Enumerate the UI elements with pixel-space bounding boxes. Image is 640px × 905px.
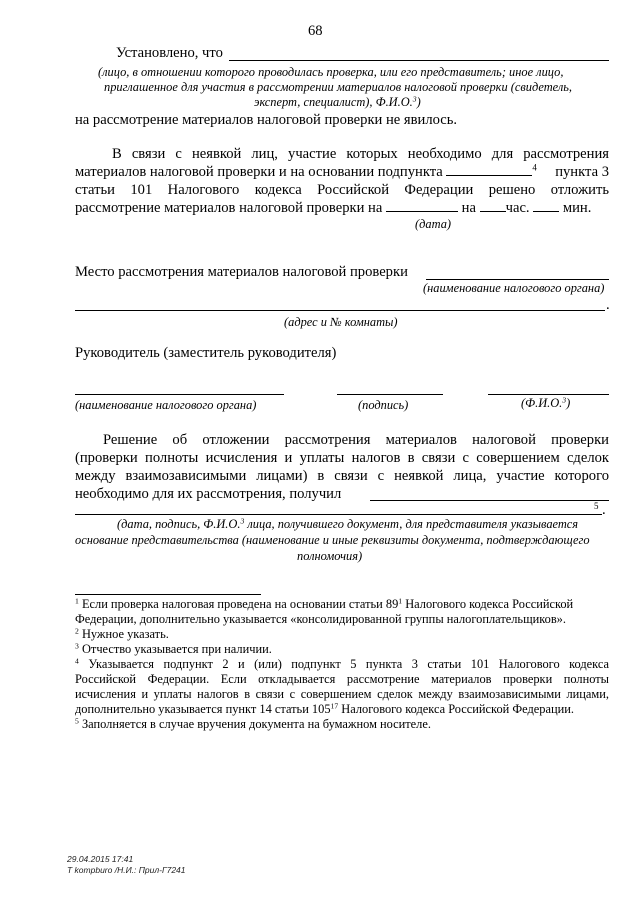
footnote-4-line1: Указывается подпункт 2 и (или) подпункт 5 пункта 3 статьи 101 Налогового кодекса — [88, 657, 609, 671]
place-address-blank — [75, 310, 605, 311]
print-stamp-info: Т kompburo /Н.И.: Прил-Г7241 — [67, 865, 186, 875]
decision-end-dot: . — [602, 502, 606, 518]
postpone-line4-text: рассмотрение материалов налоговой проверки на — [75, 200, 383, 216]
decision-line2: (проверки полноты исчисления и уплаты налогов в связи с совершением сделок — [75, 450, 609, 466]
decision-note-line1 — [117, 517, 578, 532]
established-note-line3-text: эксперт, специалист), Ф.И.О. — [254, 95, 413, 109]
established-result: на рассмотрение материалов налоговой проверки не явилось. — [75, 112, 458, 128]
minutes-label: мин. — [562, 200, 592, 216]
subparagraph-blank — [446, 163, 532, 176]
decision-note-line3: полномочия) — [297, 549, 363, 563]
footnote-4 — [75, 657, 609, 672]
footnote-1-text-end: Налогового кодекса Российской — [402, 597, 574, 611]
place-address-caption: (адрес и № комнаты) — [284, 315, 398, 329]
footnote-ref: 17 — [330, 701, 339, 711]
established-note-line1: (лицо, в отношении которого проводилась проверка, или его представитель; иное лицо, — [98, 65, 564, 79]
footnote-ref: 3 — [412, 94, 417, 104]
footnote-ref: 4 — [532, 162, 537, 173]
decision-recipient-blank — [370, 500, 609, 501]
decision-line1: Решение об отложении рассмотрения материалов налоговой проверки — [103, 432, 609, 448]
footnote-ref: 1 — [398, 596, 403, 606]
established-label: Установлено, что — [116, 45, 223, 61]
decision-details-blank — [75, 514, 602, 515]
footnote-1 — [75, 597, 573, 612]
head-name-blank — [488, 394, 609, 395]
decision-note-line1-b: лица, получившего документ, для представителя указывается — [244, 517, 579, 531]
place-label: Место рассмотрения материалов налоговой проверки — [75, 264, 408, 280]
footnote-5 — [75, 717, 431, 732]
head-org-caption: (наименование налогового органа) — [75, 398, 257, 412]
date-caption: (дата) — [415, 217, 452, 231]
established-note-line3 — [254, 95, 421, 110]
postpone-line2-text: материалов налоговой проверки и на основании подпункта — [75, 164, 443, 180]
decision-line3: между взаимозависимыми лицами) в связи с неявкой лица, участие которого — [75, 468, 609, 484]
hours-blank — [480, 199, 506, 212]
head-signature-blank — [337, 394, 443, 395]
footnote-ref: 3 — [562, 395, 567, 405]
footnote-number: 4 — [75, 656, 79, 666]
footnote-3-text: Отчество указывается при наличии. — [81, 642, 272, 656]
footnote-number: 2 — [75, 626, 79, 636]
footnote-separator — [75, 594, 261, 595]
postpone-line2 — [75, 163, 609, 181]
hours-label: час. — [505, 200, 530, 216]
head-org-blank — [75, 394, 284, 395]
footnote-1-text: Если проверка налоговая проведена на основании статьи 89 — [81, 597, 399, 611]
postpone-line4 — [75, 199, 609, 217]
footnote-ref: 3 — [240, 516, 245, 526]
postpone-line3: статьи 101 Налогового кодекса Российской Федерации решено отложить — [75, 182, 609, 198]
footnote-number: 1 — [75, 596, 79, 606]
footnote-4-line4 — [75, 702, 574, 717]
footnote-number: 5 — [75, 716, 79, 726]
head-signature-caption: (подпись) — [358, 398, 409, 412]
head-name-caption-end: ) — [566, 396, 571, 410]
postpone-on-label: на — [461, 200, 476, 216]
established-note-line2: приглашенное для участия в рассмотрении материалов налоговой проверки (свидетель, — [104, 80, 572, 94]
footnote-3 — [75, 642, 272, 657]
established-note-line3-end: ) — [416, 95, 421, 109]
footnote-2 — [75, 627, 169, 642]
postpone-line1: В связи с неявкой лиц, участие которых необходимо для рассмотрения — [112, 146, 609, 162]
decision-sup: 5 — [594, 501, 599, 511]
footnote-1-line2: Федерации, дополнительно указывается «консолидированной группы налогоплательщиков». — [75, 612, 566, 626]
footnote-5-text: Заполняется в случае вручения документа на бумажном носителе. — [81, 717, 431, 731]
footnote-4-line4-a: дополнительно указывается пункт 14 статьи 105 — [75, 702, 331, 716]
page-number: 68 — [308, 23, 323, 39]
footnote-4-line4-b: Налогового кодекса Российской Федерации. — [338, 702, 574, 716]
decision-line4: необходимо для их рассмотрения, получил — [75, 486, 342, 502]
footnote-4-line2: Российской Федерации. Если откладывается рассмотрение материалов проверки полноты — [75, 672, 609, 686]
footnote-2-text: Нужное указать. — [81, 627, 169, 641]
footnote-4-line3: исчисления и уплаты налогов в связи с совершением сделок между взаимозависимыми лицами, — [75, 687, 609, 701]
footnote-number: 3 — [75, 641, 79, 651]
established-blank — [229, 60, 609, 61]
head-label: Руководитель (заместитель руководителя) — [75, 345, 337, 361]
decision-note-line1-a: (дата, подпись, Ф.И.О. — [117, 517, 241, 531]
minutes-blank — [533, 199, 559, 212]
head-name-caption-text: (Ф.И.О. — [521, 396, 563, 410]
decision-note-line2: основание представительства (наименование и иные реквизиты документа, подтверждающего — [75, 533, 590, 547]
print-stamp-date: 29.04.2015 17:41 — [67, 854, 134, 864]
place-end-dot: . — [606, 297, 610, 313]
head-name-caption — [521, 396, 570, 411]
date-blank — [386, 199, 458, 212]
place-org-blank — [426, 279, 609, 280]
postpone-line2-end: пункта 3 — [555, 164, 609, 180]
place-org-caption: (наименование налогового органа) — [423, 281, 605, 295]
